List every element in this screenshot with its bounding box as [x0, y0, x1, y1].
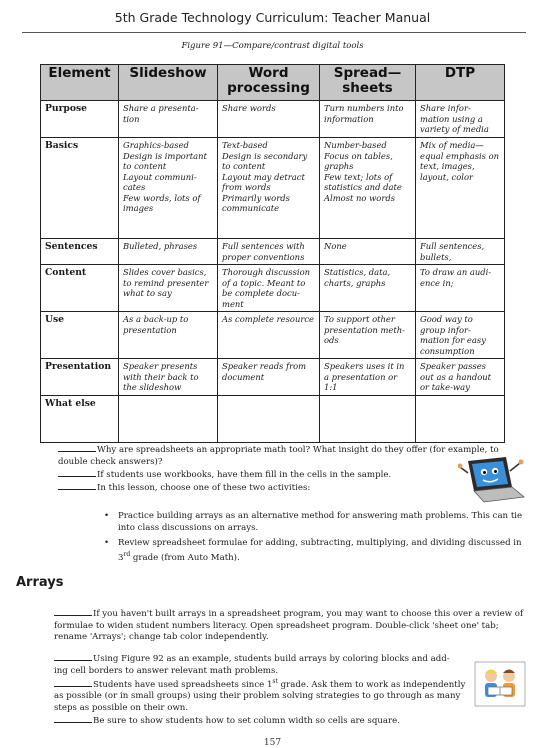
table-cell: Thorough discussion of a topic. Meant to be complete docu- ment: [218, 265, 320, 312]
table-cell: Speakers uses it in a presentation or 1:1: [320, 359, 416, 396]
answer-blank: [58, 443, 96, 452]
list-item: • Review spreadsheet formulae for adding, subtracting, multiplying, and dividing discussed in 3rd grade (from Auto Math).: [104, 538, 522, 564]
column-header: Spread— sheets: [320, 65, 416, 101]
section-title: Arrays: [16, 575, 64, 590]
page-number: 157: [263, 738, 282, 748]
table-cell: Turn numbers into information: [320, 101, 416, 138]
table-cell: Speaker passes out as a handout or take-way: [416, 359, 505, 396]
table-row: [41, 312, 505, 359]
table-cell: To support other presentation meth- ods: [320, 312, 416, 359]
step-item: Using Figure 92 as an example, students build arrays by coloring blocks and add- ing cell borders to answer relevant math problems.: [54, 654, 450, 676]
table-cell: Good way to group infor- mation for easy consumption: [416, 312, 505, 359]
figure-caption: Figure 91—Compare/contrast digital tools: [181, 41, 364, 51]
table-cell: Speaker presents with their back to the slideshow: [119, 359, 218, 396]
row-header: What else: [41, 395, 119, 442]
answer-blank: [54, 714, 92, 723]
table-cell: [320, 395, 416, 442]
table-row: [41, 359, 505, 396]
table-cell: Slides cover basics, to remind presenter what to say: [119, 265, 218, 312]
answer-blank: [58, 468, 96, 477]
column-header: DTP: [416, 65, 505, 101]
answer-blank: [54, 652, 92, 661]
table-cell: Share words: [218, 101, 320, 138]
table-row: [41, 395, 505, 442]
table-cell: To draw an audi- ence in;: [416, 265, 505, 312]
table-cell: [119, 395, 218, 442]
table-cell: Number-based Focus on tables, graphs Few text; lots of statistics and date Almost no words: [320, 138, 416, 239]
table-cell: Text-based Design is secondary to content Layout may detract from words Primarily words communicate: [218, 138, 320, 239]
row-header: Basics: [41, 138, 119, 239]
bullet-icon: •: [104, 538, 110, 548]
answer-blank: [54, 678, 92, 687]
table-cell: Mix of media— equal emphasis on text, images, layout, color: [416, 138, 505, 239]
table-header-row: [41, 65, 505, 101]
table-row: [41, 138, 505, 239]
row-header: Use: [41, 312, 119, 359]
row-header: Content: [41, 265, 119, 312]
table-row: [41, 239, 505, 265]
question-item: Why are spreadsheets an appropriate math tool? What insight do they offer (for example, to double check answers)?: [58, 445, 499, 467]
table-cell: Bulleted, phrases: [119, 239, 218, 265]
table-cell: Share a presenta- tion: [119, 101, 218, 138]
table-cell: None: [320, 239, 416, 265]
column-header: Element: [41, 65, 119, 101]
table-cell: Graphics-based Design is important to content Layout communi- cates Few words, lots of images: [119, 138, 218, 239]
activity-list: [104, 511, 523, 569]
table-row: [41, 101, 505, 138]
table-cell: Full sentences with proper conventions: [218, 239, 320, 265]
answer-blank: [58, 481, 96, 490]
answer-blank: [54, 607, 92, 616]
question-item: If students use workbooks, have them fill in the cells in the sample.: [58, 468, 524, 482]
step-item: If you haven't built arrays in a spreadsheet program, you may want to choose this over a review of formulae to widen student numbers literacy. Open spreadsheet program. Double-click 'sheet one' tab; rename 'Arrays'; change tab color independently.: [54, 609, 524, 642]
table-row: [41, 265, 505, 312]
question-item: In this lesson, choose one of these two activities:: [58, 481, 524, 495]
column-header: Word processing: [218, 65, 320, 101]
step-item: Be sure to show students how to set column width so cells are square.: [54, 714, 524, 728]
table-cell: Share infor- mation using a variety of media: [416, 101, 505, 138]
table-cell: As complete resource: [218, 312, 320, 359]
table-cell: Statistics, data, charts, graphs: [320, 265, 416, 312]
row-header: Purpose: [41, 101, 119, 138]
table-cell: [416, 395, 505, 442]
table-cell: As a back-up to presentation: [119, 312, 218, 359]
row-header: Sentences: [41, 239, 119, 265]
step-item: Students have used spreadsheets since 1st grade. Ask them to work as independently as possible (or in small groups) using their problem solving strategies to go through as many steps as possible on their own.: [54, 678, 466, 713]
row-header: Presentation: [41, 359, 119, 396]
page-header: 5th Grade Technology Curriculum: Teacher Manual: [114, 10, 431, 25]
table-cell: Full sentences, bullets,: [416, 239, 505, 265]
header-rule: [22, 32, 526, 33]
comparison-table: [40, 64, 505, 443]
list-item: • Practice building arrays as an alternative method for answering math problems. This can tie into class discussions on arrays.: [104, 511, 523, 533]
laptop-mascot-icon: [458, 453, 530, 505]
children-reading-icon: [474, 661, 526, 707]
bullet-icon: •: [104, 511, 110, 521]
table-cell: Speaker reads from document: [218, 359, 320, 396]
column-header: Slideshow: [119, 65, 218, 101]
table-cell: [218, 395, 320, 442]
